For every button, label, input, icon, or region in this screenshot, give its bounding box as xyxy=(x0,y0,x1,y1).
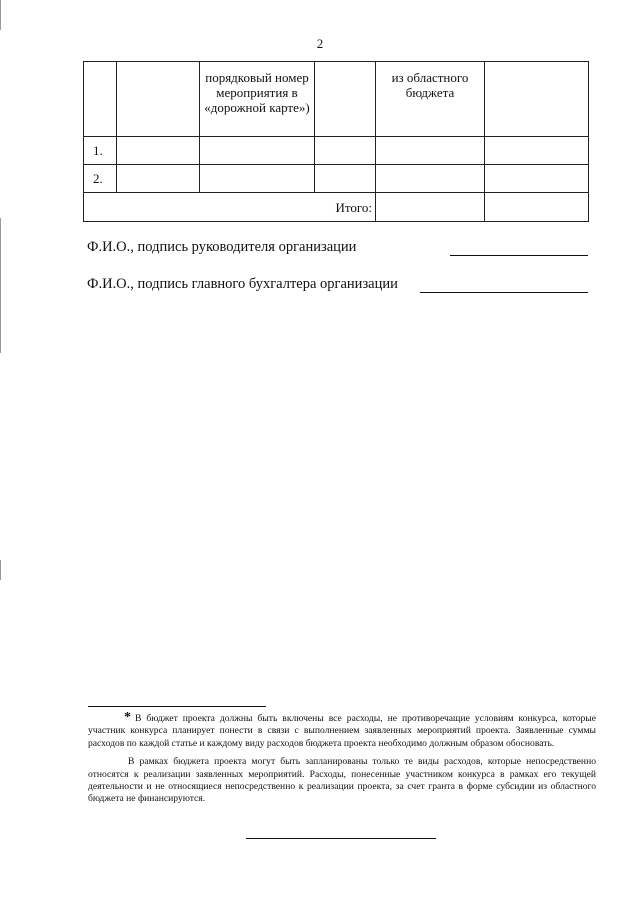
head-signature-label: Ф.И.О., подпись руководителя организации xyxy=(87,239,357,255)
total-cell xyxy=(376,193,485,222)
total-cell xyxy=(485,193,589,222)
footnote-1: * В бюджет проекта должны быть включены все расходы, не противоречащие условиям конкурса, которые участник конкурса планирует понести в связи с выполнением заявленных мероприятий проекта. Заявленные суммы расходов по каждой статье и каждому виду расходов бюджета проекта необходимо должным образом обосновать. xyxy=(88,710,596,749)
table-cell xyxy=(117,165,200,193)
footnotes xyxy=(88,712,596,806)
table-total-row xyxy=(84,193,589,222)
table-cell xyxy=(376,165,485,193)
table-cell xyxy=(376,137,485,165)
head-signature-line xyxy=(450,255,588,256)
row-number: 1. xyxy=(84,137,117,165)
table-cell xyxy=(485,62,589,137)
page-number: 2 xyxy=(316,36,324,51)
table-cell xyxy=(315,137,376,165)
end-rule xyxy=(246,838,436,839)
table-cell xyxy=(84,62,117,137)
table-cell xyxy=(117,137,200,165)
table-header-row xyxy=(84,62,589,137)
table-cell xyxy=(315,62,376,137)
accountant-signature-line xyxy=(420,292,588,293)
table-row xyxy=(84,137,589,165)
budget-table xyxy=(83,61,589,222)
header-cell-event-number: порядковый номер мероприятия в «дорожной карте») xyxy=(200,62,315,137)
scan-edge xyxy=(0,0,1,30)
footnote-marker: * xyxy=(124,710,131,725)
row-number: 2. xyxy=(84,165,117,193)
scan-edge xyxy=(0,218,1,353)
total-label: Итого: xyxy=(84,193,376,222)
table-cell xyxy=(485,137,589,165)
table-cell xyxy=(485,165,589,193)
table-cell xyxy=(200,137,315,165)
footnote-2: В рамках бюджета проекта могут быть запланированы только те виды расходов, которые непосредственно относятся к реализации заявленных мероприятий. Расходы, понесенные участником конкурса в рамках его текущей деятельности и не относящиеся непосредственно к реализации проекта, за счет гранта в форме субсидии из областного бюджета не финансируются. xyxy=(88,756,596,805)
header-cell-regional-budget: из областного бюджета xyxy=(376,62,485,137)
accountant-signature-label: Ф.И.О., подпись главного бухгалтера организации xyxy=(87,276,398,292)
table-row xyxy=(84,165,589,193)
table-cell xyxy=(315,165,376,193)
table-cell xyxy=(200,165,315,193)
footnote-separator xyxy=(88,706,266,707)
table-cell xyxy=(117,62,200,137)
scan-edge xyxy=(0,560,1,580)
